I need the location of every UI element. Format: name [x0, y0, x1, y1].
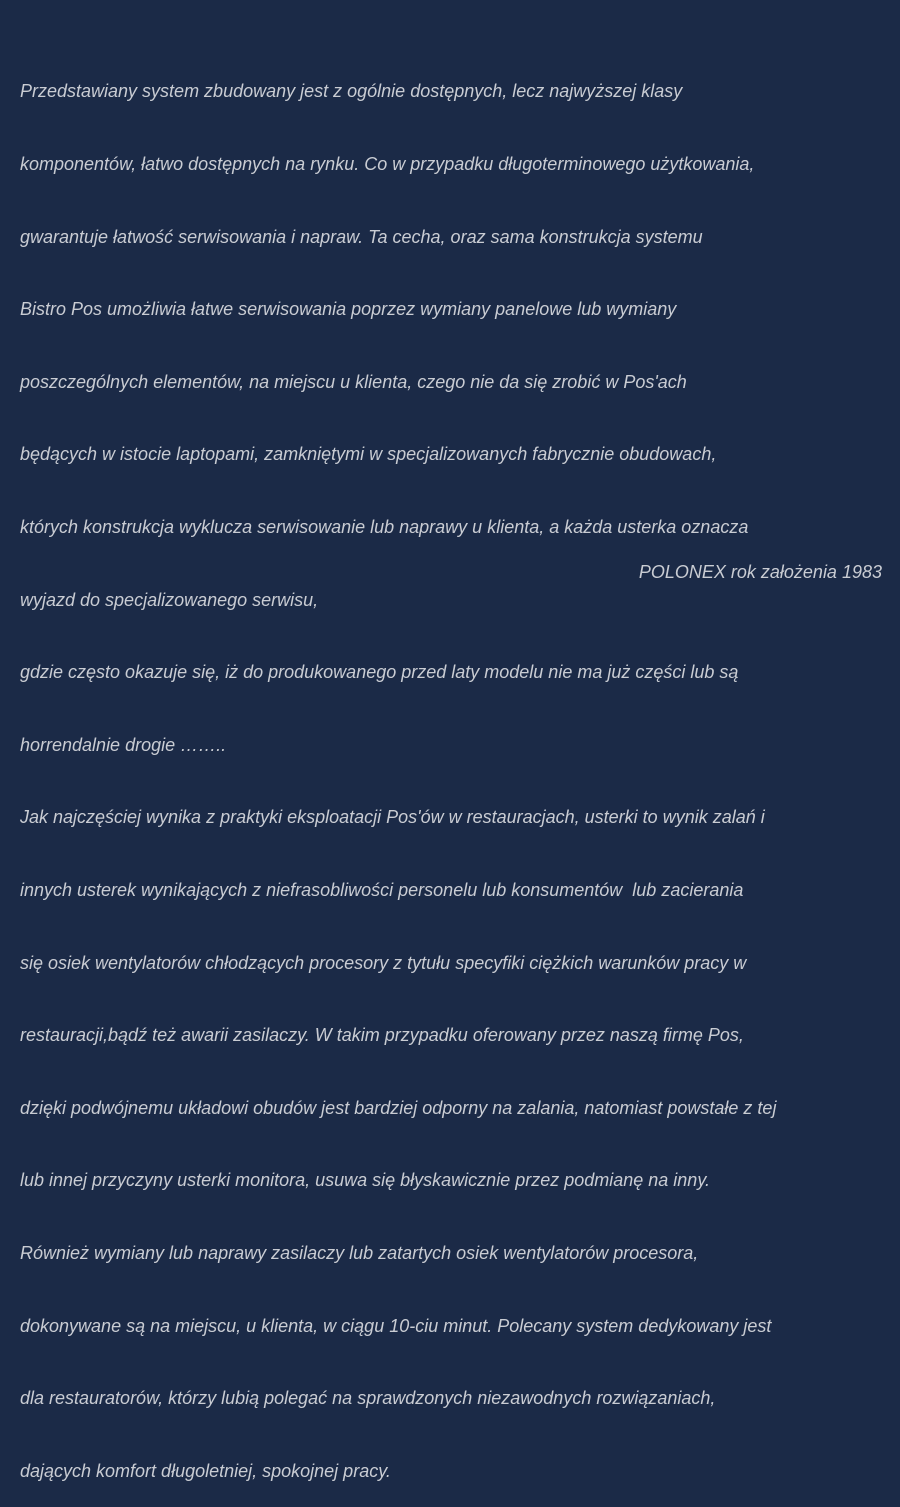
text-line: restauracji,bądź też awarii zasilaczy. W takim przypadku oferowany przez naszą firmę Pos, [20, 1025, 744, 1046]
text-line: będących w istocie laptopami, zamkniętymi w specjalizowanych fabrycznie obudowach, [20, 444, 717, 465]
body-text [20, 31, 895, 1507]
text-line: dla restauratorów, którzy lubią polegać na sprawdzonych niezawodnych rozwiązaniach, [20, 1388, 716, 1409]
text-line: Przedstawiany system zbudowany jest z ogólnie dostępnych, lecz najwyższej klasy [20, 81, 683, 102]
text-line: Również wymiany lub naprawy zasilaczy lub zatartych osiek wentylatorów procesora, [20, 1242, 699, 1263]
text-line: gwarantuje łatwość serwisowania i napraw. Ta cecha, oraz sama konstrukcja systemu [20, 226, 703, 247]
text-line: innych usterek wynikających z niefrasobliwości personelu lub konsumentów lub zacierania [20, 879, 744, 900]
text-line: gdzie często okazuje się, iż do produkowanego przed laty modelu nie ma już części lub są [20, 662, 739, 683]
text-line: Jak najczęściej wynika z praktyki eksploatacji Pos'ów w restauracjach, usterki to wynik zalań i [20, 807, 765, 828]
text-line: horrendalnie drogie …….. [20, 734, 227, 755]
text-line: lub innej przyczyny usterki monitora, usuwa się błyskawicznie przez podmianę na inny. [20, 1170, 710, 1191]
text-line: poszczególnych elementów, na miejscu u klienta, czego nie da się zrobić w Pos'ach [20, 371, 687, 392]
text-line: się osiek wentylatorów chłodzących procesory z tytułu specyfiki ciężkich warunków pracy w [20, 952, 747, 973]
text-line: dzięki podwójnemu układowi obudów jest bardziej odporny na zalania, natomiast powstałe z tej [20, 1097, 777, 1118]
text-line: dających komfort długoletniej, spokojnej pracy. [20, 1460, 391, 1481]
text-line: Bistro Pos umożliwia łatwe serwisowania poprzez wymiany panelowe lub wymiany [20, 299, 677, 320]
text-line: komponentów, łatwo dostępnych na rynku. Co w przypadku długoterminowego użytkowania, [20, 154, 755, 174]
company-signature: POLONEX rok założenia 1983 [638, 562, 882, 582]
text-line: dokonywane są na miejscu, u klienta, w ciągu 10-ciu minut. Polecany system dedykowany jest [20, 1315, 772, 1336]
text-line: wyjazd do specjalizowanego serwisu, [20, 589, 319, 610]
text-line: których konstrukcja wyklucza serwisowanie lub naprawy u klienta, a każda usterka oznacza [20, 516, 749, 537]
